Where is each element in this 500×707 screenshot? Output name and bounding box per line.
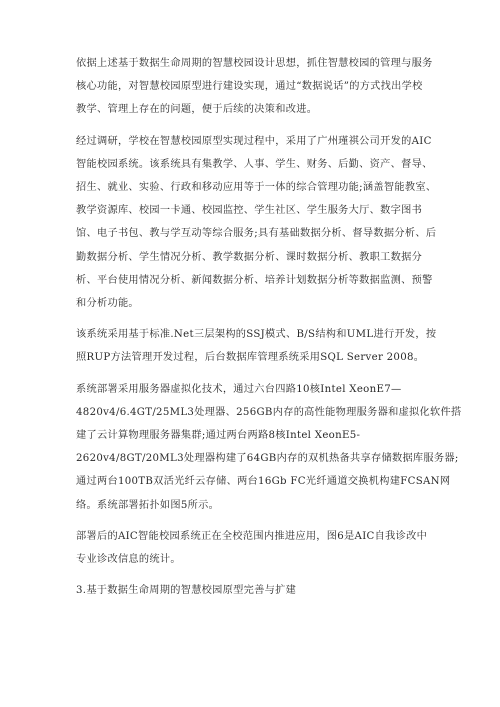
text-line: 建了云计算物理服务器集群;通过两台两路8核Intel XeonE5-	[76, 430, 361, 442]
paragraph-2	[76, 130, 437, 316]
text-line: 通过两台100TB双活光纤云存储、两台16Gb FC光纤通道交换机构建FCSAN网	[76, 476, 451, 488]
text-line: 析、平台使用情况分析、新闻数据分析、培养计划数据分析等数据监测、预警	[76, 274, 433, 286]
text-line: 系统部署采用服务器虚拟化技术，通过六台四路10核Intel XeonE7—	[76, 383, 402, 395]
paragraph-4	[76, 378, 462, 517]
text-line: 照RUP方法管理开发过程，后台数据库管理系统采用SQL Server 2008。	[76, 352, 425, 364]
text-line: 核心功能，对智慧校园原型进行建设实现，通过“数据说话”的方式找出学校	[76, 81, 423, 93]
text-line: 该系统采用基于标准.Net三层架构的SSJ模式、B/S结构和UML进行开发，按	[76, 329, 437, 341]
text-line: 教学资源库、校园一卡通、校园监控、学生社区、学生服务大厅、数字图书	[76, 205, 423, 217]
text-line: 和分析功能。	[76, 298, 139, 310]
paragraph-5	[76, 525, 428, 571]
document-page	[76, 52, 462, 602]
text-line: 教学、管理上存在的问题，便于后续的决策和改进。	[76, 104, 318, 116]
text-line: 2620v4/8GT/20ML3处理器构建了64GB内存的双机热备共享存储数据库服务器;	[76, 453, 459, 465]
text-line: 依据上述基于数据生命周期的智慧校园设计思想，抓住智慧校园的管理与服务	[76, 58, 433, 69]
text-line: 勤数据分析、学生情况分析、教学数据分析、课时数据分析、教职工数据分	[76, 251, 423, 263]
paragraph-3	[76, 323, 437, 369]
section-heading: 3.基于数据生命周期的智慧校园原型完善与扩建	[76, 585, 297, 597]
text-line: 专业诊改信息的统计。	[76, 554, 181, 566]
text-line: 4820v4/6.4GT/25ML3处理器、256GB内存的高性能物理服务器和虚拟化软件搭	[76, 406, 462, 418]
text-line: 部署后的AIC智能校园系统正在全校范围内推进应用，图6是AIC自我诊改中	[76, 530, 428, 542]
paragraph-1	[76, 52, 433, 122]
text-line: 智能校园系统。该系统具有集教学、人事、学生、财务、后勤、资产、督导、	[76, 158, 433, 170]
text-line: 经过调研，学校在智慧校园原型实现过程中，采用了广州瑾祺公司开发的AIC	[76, 135, 432, 147]
text-line: 招生、就业、实验、行政和移动应用等于一体的综合管理功能;涵盖智能教室、	[76, 182, 437, 194]
text-line: 络。系统部署拓扑如图5所示。	[76, 499, 220, 511]
text-line: 馆、电子书包、教与学互动等综合服务;具有基础数据分析、督导数据分析、后	[76, 228, 437, 240]
